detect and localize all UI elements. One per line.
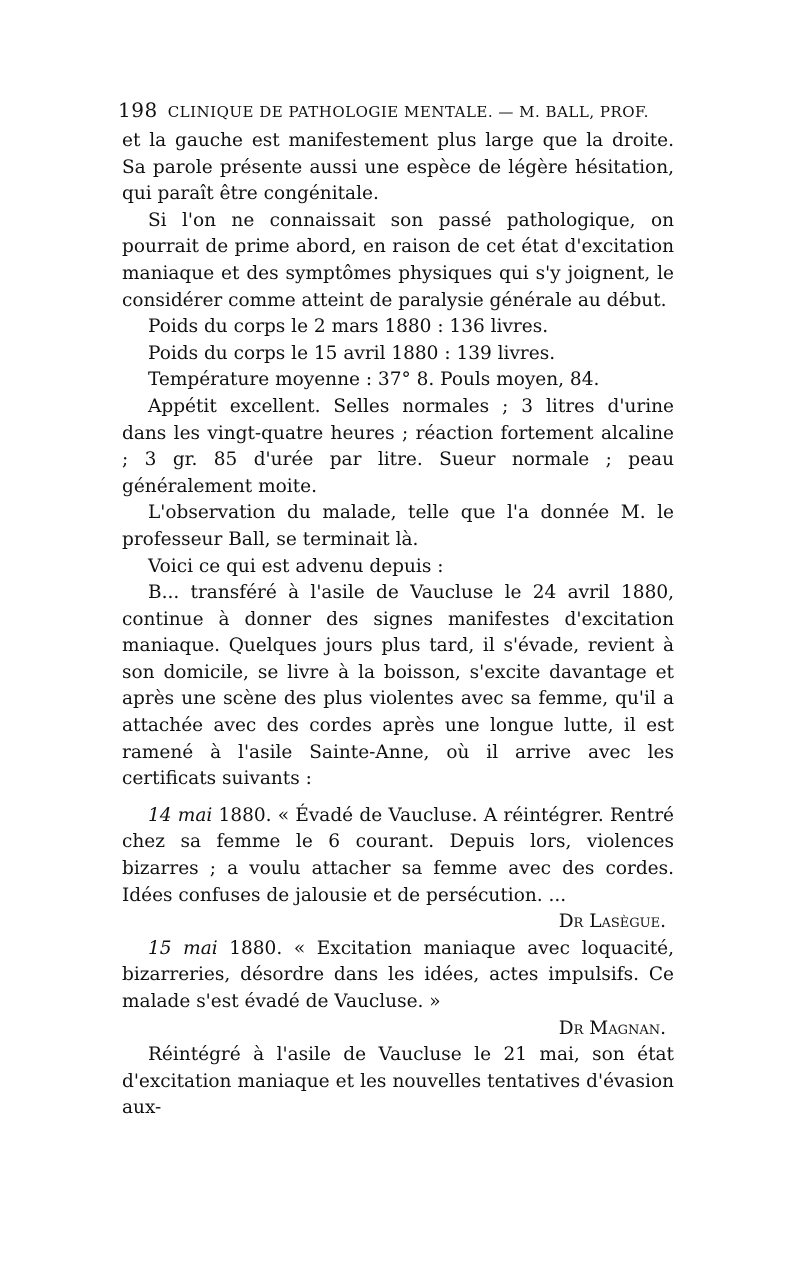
certificate-2 [122, 936, 674, 1016]
paragraph: Réintégré à l'asile de Vaucluse le 21 mai, son état d'excitation maniaque et les nouvelles tentatives d'évasion aux- [122, 1044, 674, 1119]
certificate-date: 15 mai [148, 937, 218, 959]
page-number: 198 [118, 98, 158, 122]
certificate-1 [122, 803, 674, 909]
page-header [118, 98, 678, 122]
paragraph: B... transféré à l'asile de Vaucluse le 24 avril 1880, continue à donner des signes manifestes d'excitation maniaque. Quelques jours plus tard, il s'évade, revient à son domicile, se livre à la boisson, s'excite davantage et après une scène des plus violentes avec sa femme, qu'il a attachée avec des cordes après une longue lutte, il est ramené à l'asile Sainte-Anne, où il arrive avec les certificats suivants : [122, 582, 674, 790]
paragraph: Voici ce qui est advenu depuis : [148, 555, 444, 577]
certificate-dots: ... [542, 884, 567, 906]
certificate-text: 1880. « Excitation maniaque avec loquacité, bizarreries, désordre dans les idées, actes impulsifs. Ce malade s'est évadé de Vaucluse. » [122, 937, 674, 1012]
running-title: CLINIQUE DE PATHOLOGIE MENTALE. — M. BALL, PROF. [167, 103, 649, 121]
paragraph: et la gauche est manifestement plus large que la droite. Sa parole présente aussi une espèce de légère hésitation, qui paraît être congénitale. [122, 130, 674, 205]
paragraph: Température moyenne : 37° 8. Pouls moyen, 84. [148, 369, 600, 391]
certificate-signature: Dr Magnan. [558, 1017, 666, 1039]
body-text [122, 128, 674, 1122]
certificate-text: 1880. « Évadé de Vaucluse. A réintégrer. Rentré chez sa femme le 6 courant. Depuis lors, violences bizarres ; a voulu attacher sa femme avec des cordes. Idées confuses de jalousie et de persécution. [122, 804, 674, 906]
certificate-signature: Dr Lasègue. [558, 911, 666, 933]
paragraph: Poids du corps le 15 avril 1880 : 139 livres. [148, 342, 556, 364]
certificate-date: 14 mai [148, 804, 213, 826]
paragraph: L'observation du malade, telle que l'a donnée M. le professeur Ball, se terminait là. [122, 502, 674, 550]
paragraph: Si l'on ne connaissait son passé pathologique, on pourrait de prime abord, en raison de cet état d'excitation maniaque et des symptômes physiques qui s'y joignent, le considérer comme atteint de paralysie générale au début. [122, 209, 674, 311]
paragraph: Poids du corps le 2 mars 1880 : 136 livres. [148, 316, 549, 338]
paragraph: Appétit excellent. Selles normales ; 3 litres d'urine dans les vingt-quatre heures ; réaction fortement alcaline ; 3 gr. 85 d'urée par litre. Sueur normale ; peau généralement moite. [122, 395, 674, 497]
